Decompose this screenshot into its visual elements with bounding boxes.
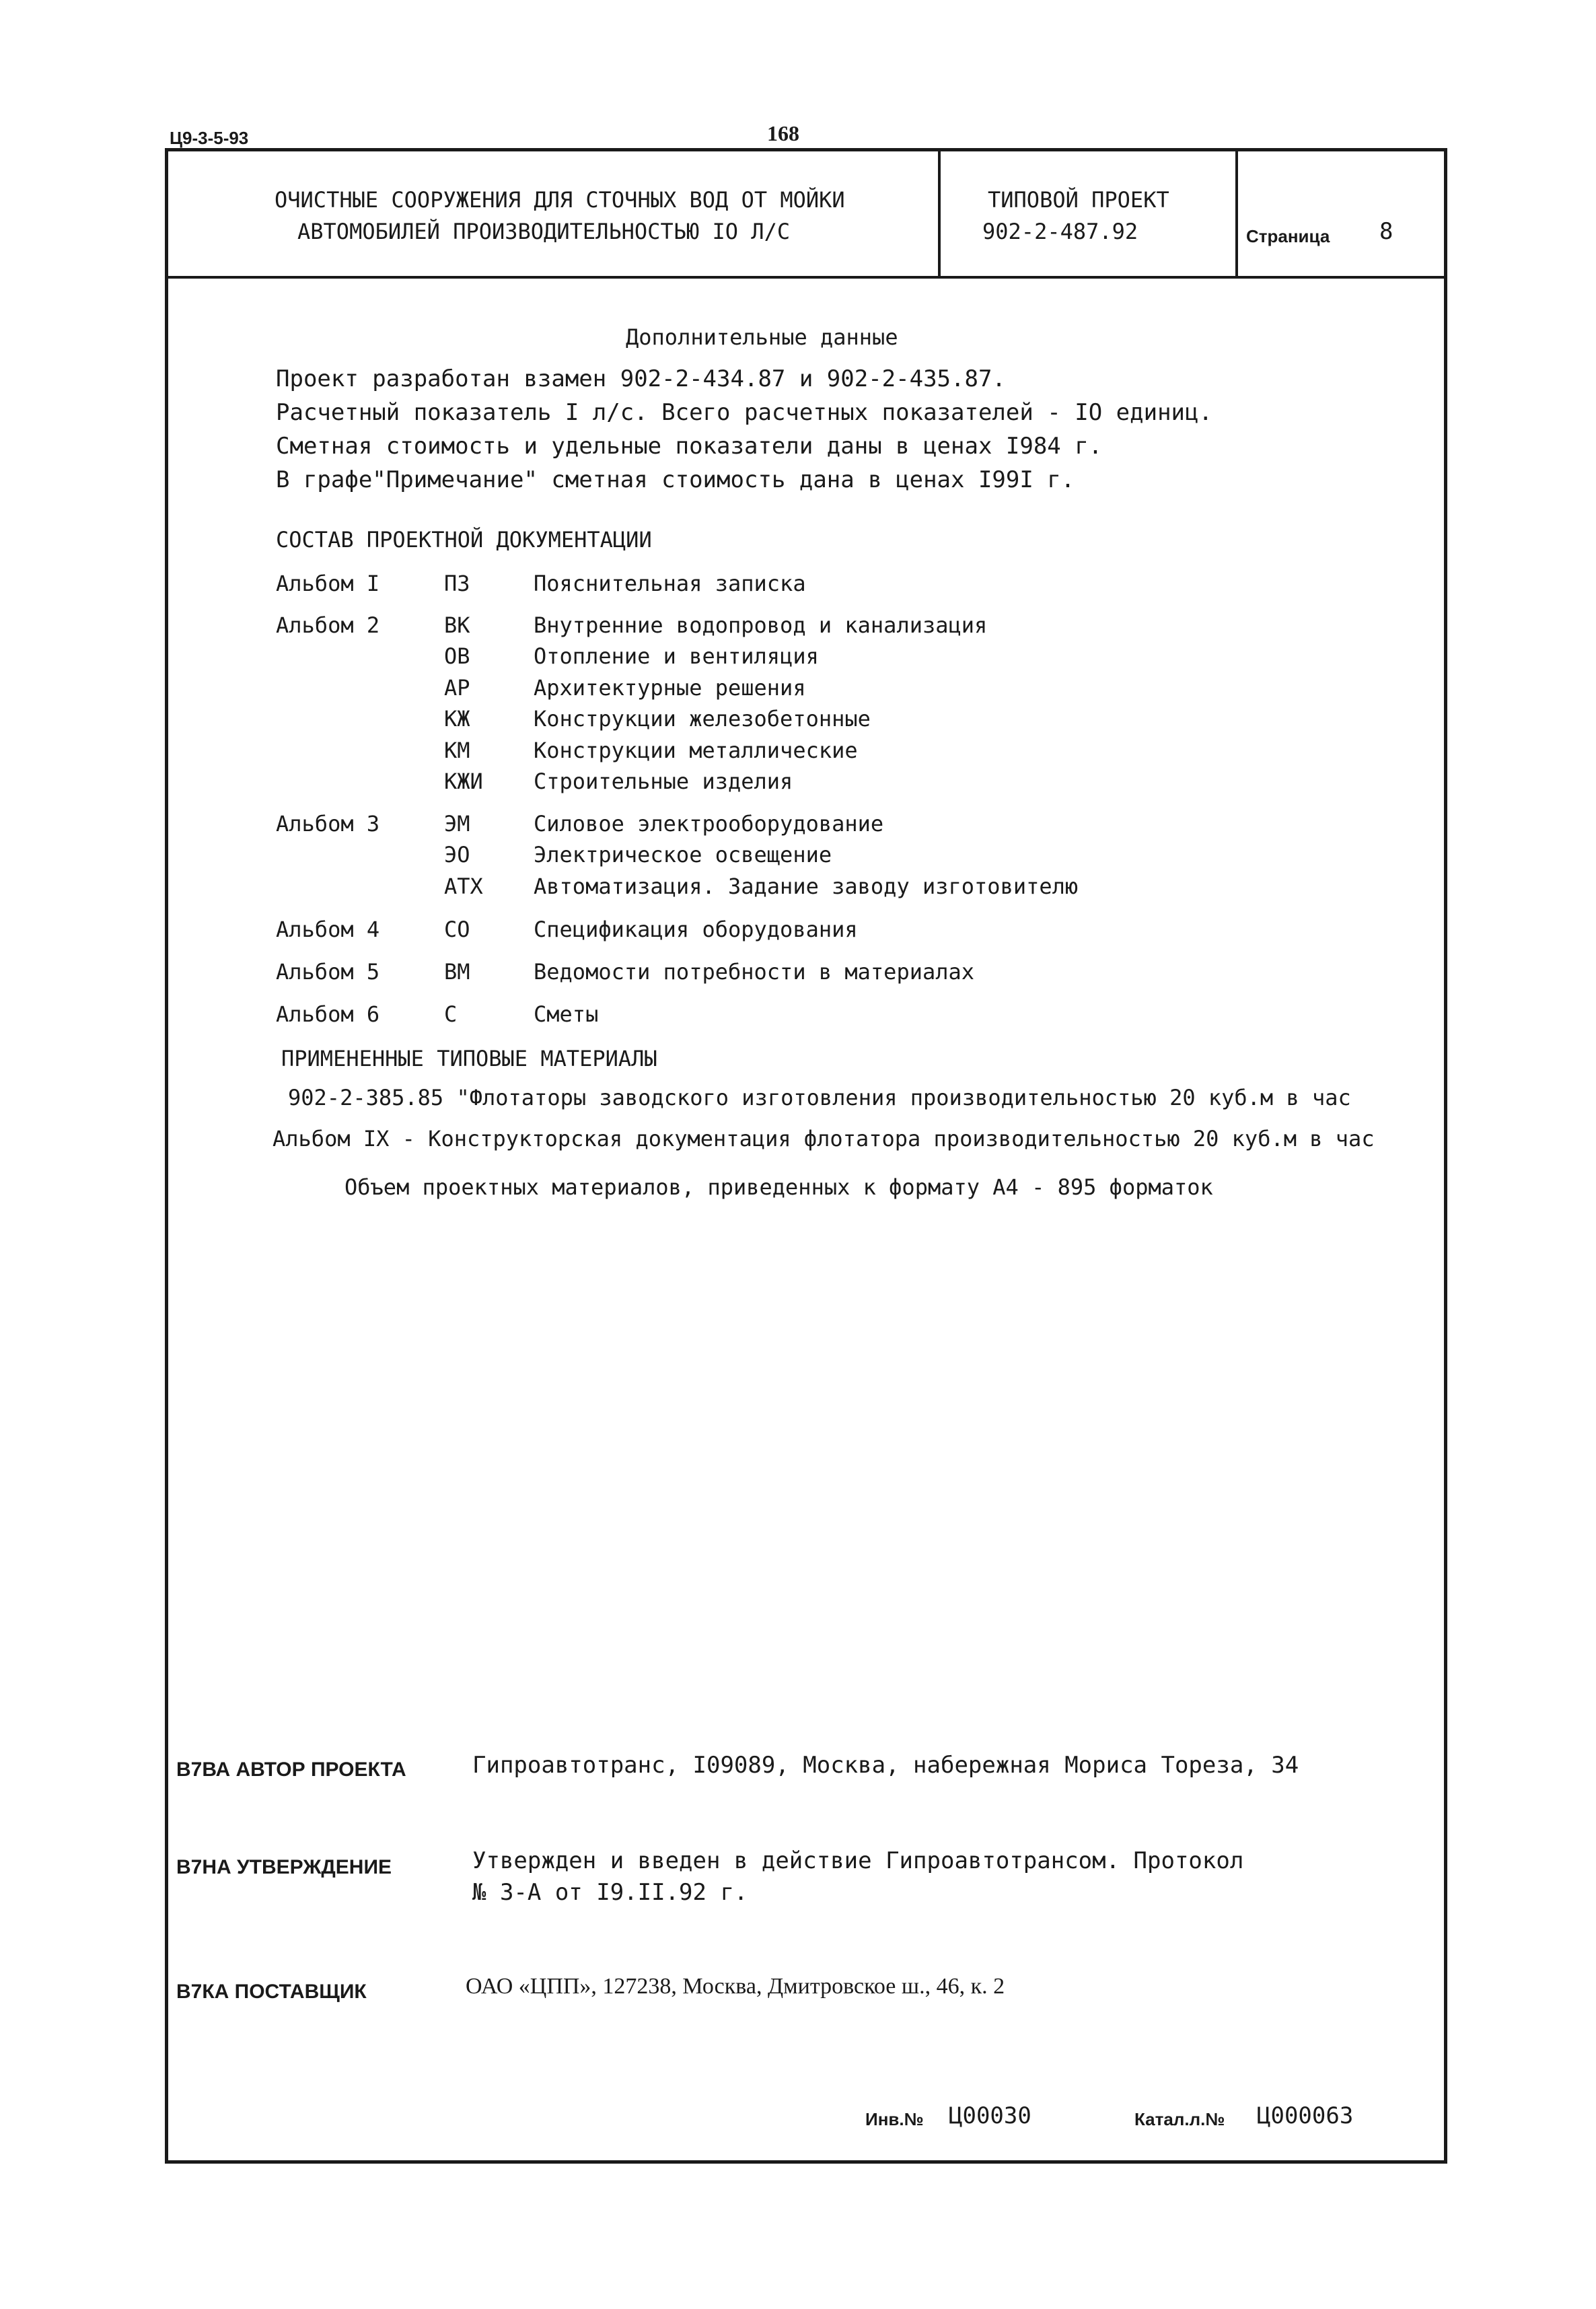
approval-label: В7НА УТВЕРЖДЕНИЕ (176, 1856, 392, 1878)
inventory-label: Инв.№ (865, 2109, 924, 2129)
additional-line: Расчетный показатель I л/с. Всего расчетных показателей - IO единиц. (276, 399, 1212, 426)
album-label: Альбом 5 (276, 959, 380, 985)
section-title: Архитектурные решения (534, 675, 806, 701)
section-title: Отопление и вентиляция (534, 643, 819, 669)
section-code: ЭО (444, 842, 470, 867)
composition-heading: СОСТАВ ПРОЕКТНОЙ ДОКУМЕНТАЦИИ (276, 527, 652, 553)
section-title: Спецификация оборудования (534, 917, 858, 942)
catalog-label: Катал.л.№ (1134, 2109, 1225, 2129)
section-title: Внутренние водопровод и канализация (534, 612, 988, 638)
section-title: Пояснительная записка (534, 571, 806, 596)
section-title: Силовое электрооборудование (534, 811, 884, 837)
project-number: 902-2-487.92 (982, 219, 1138, 244)
section-title: Строительные изделия (534, 769, 793, 794)
album-label: Альбом 3 (276, 811, 380, 837)
page-label: Страница (1246, 226, 1330, 246)
applied-line-2: Альбом IX - Конструкторская документация флотатора производительностью 20 куб.м в час (273, 1126, 1375, 1151)
section-code: ВМ (444, 959, 470, 985)
section-title: Сметы (534, 1001, 599, 1027)
approval-line-1: Утвержден и введен в действие Гипроавтотрансом. Протокол (472, 1847, 1244, 1874)
document-code: Ц9-3-5-93 (170, 128, 249, 148)
author-text: Гипроавтотранс, I09089, Москва, набережная Мориса Тореза, 34 (472, 1752, 1299, 1779)
section-code: ВК (444, 612, 470, 638)
section-title: Конструкции металлические (534, 738, 858, 763)
section-code: ОВ (444, 643, 470, 669)
section-code: СО (444, 917, 470, 942)
author-label: В7ВА АВТОР ПРОЕКТА (176, 1759, 406, 1781)
catalog-value: Ц000063 (1257, 2102, 1354, 2129)
album-label: Альбом 2 (276, 612, 380, 638)
supplier-label: В7КА ПОСТАВЩИК (176, 1981, 367, 2003)
title-line-1: ОЧИСТНЫЕ СООРУЖЕНИЯ ДЛЯ СТОЧНЫХ ВОД ОТ МОЙКИ (275, 187, 845, 213)
section-title: Электрическое освещение (534, 842, 832, 867)
project-label: ТИПОВОЙ ПРОЕКТ (988, 187, 1169, 213)
section-code: ЭМ (444, 811, 470, 837)
additional-line: В графе"Примечание" сметная стоимость дана в ценах I99I г. (276, 466, 1075, 493)
section-code: КМ (444, 738, 470, 763)
section-title: Конструкции железобетонные (534, 706, 871, 732)
sheet-number: 168 (767, 121, 799, 145)
section-code: КЖ (444, 706, 470, 732)
applied-line-1: 902-2-385.85 "Флотаторы заводского изготовления производительностью 20 куб.м в час (288, 1085, 1351, 1110)
section-code: АР (444, 675, 470, 701)
album-label: Альбом I (276, 571, 380, 596)
approval-line-2: № 3-А от I9.II.92 г. (472, 1879, 748, 1906)
additional-line: Сметная стоимость и удельные показатели даны в ценах I984 г. (276, 433, 1103, 460)
album-label: Альбом 4 (276, 917, 380, 942)
additional-line: Проект разработан взамен 902-2-434.87 и 902-2-435.87. (276, 365, 1006, 392)
section-code: С (444, 1001, 458, 1027)
page-value: 8 (1379, 218, 1393, 245)
section-code: АТХ (444, 874, 483, 899)
album-label: Альбом 6 (276, 1001, 380, 1027)
section-title: Ведомости потребности в материалах (534, 959, 975, 985)
supplier-text: ОАО «ЦПП», 127238, Москва, Дмитровское ш., 46, к. 2 (466, 1974, 1005, 1999)
additional-heading: Дополнительные данные (626, 324, 898, 350)
volume-line: Объем проектных материалов, приведенных к формату А4 - 895 форматок (344, 1174, 1213, 1200)
title-line-2: АВТОМОБИЛЕЙ ПРОИЗВОДИТЕЛЬНОСТЬЮ IO Л/С (297, 219, 791, 244)
applied-heading: ПРИМЕНЕННЫЕ ТИПОВЫЕ МАТЕРИАЛЫ (281, 1046, 657, 1071)
section-title: Автоматизация. Задание заводу изготовителю (534, 874, 1079, 899)
section-code: ПЗ (444, 571, 470, 596)
section-code: КЖИ (444, 769, 483, 794)
inventory-value: Ц00030 (949, 2102, 1031, 2129)
